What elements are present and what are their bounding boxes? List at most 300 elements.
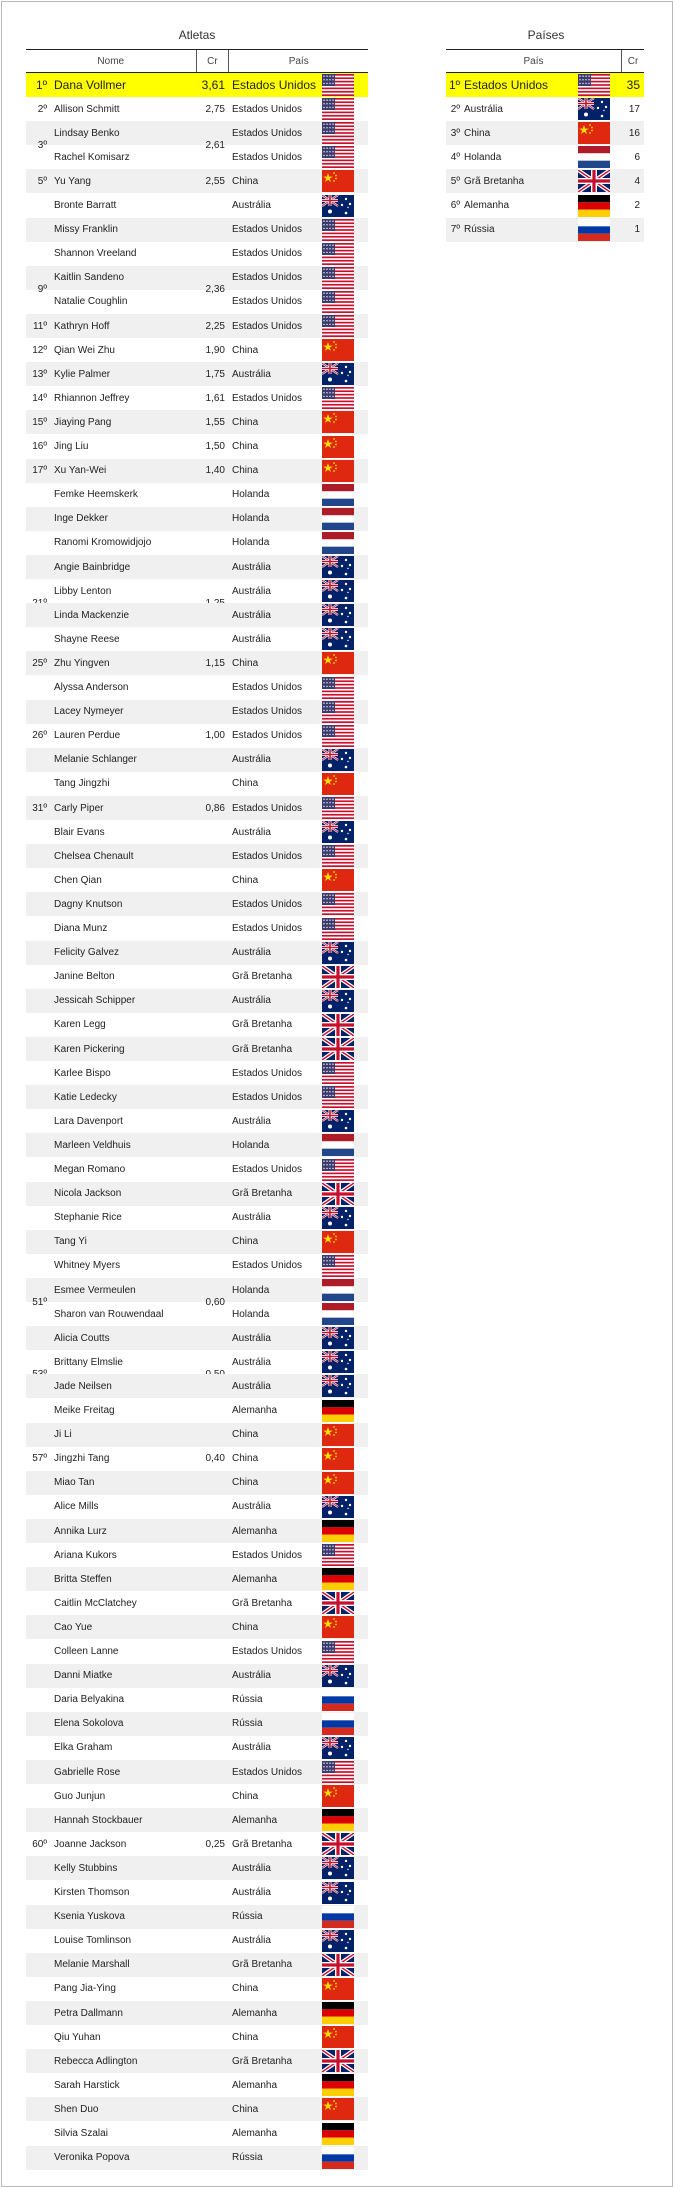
table-row <box>26 965 368 989</box>
athlete-name: Missy Franklin <box>54 224 118 236</box>
athlete-country: Alemanha <box>232 1814 278 1826</box>
china-flag-icon <box>322 1231 354 1253</box>
australia-flag-icon <box>322 942 354 964</box>
athlete-name: Britta Steffen <box>54 1573 112 1585</box>
athlete-rank-label: 13º <box>32 368 47 380</box>
country-cr: 16 <box>628 127 640 139</box>
athlete-name: Rachel Komisarz <box>54 151 130 163</box>
australia-flag-icon <box>322 1496 354 1518</box>
table-row <box>26 1423 368 1447</box>
athlete-name: Annika Lurz <box>54 1525 107 1537</box>
table-row <box>26 1615 368 1639</box>
athlete-cr <box>196 362 229 386</box>
athlete-name: Chen Qian <box>54 874 102 886</box>
table-row <box>26 2122 368 2146</box>
athlete-name: Cao Yue <box>54 1621 93 1633</box>
table-row <box>26 1302 368 1326</box>
athlete-name: Bronte Barratt <box>54 200 117 211</box>
countries-title: Países <box>527 28 565 42</box>
country-cr: 17 <box>628 103 640 115</box>
table-row <box>26 194 368 218</box>
country-name: Alemanha <box>464 200 510 211</box>
usa-flag-icon <box>322 1255 354 1277</box>
australia-flag-icon <box>322 1882 354 1904</box>
australia-flag-icon <box>322 580 354 602</box>
athlete-name: Libby Lenton <box>54 585 112 597</box>
table-row <box>26 1688 368 1712</box>
athlete-name: Danni Miatke <box>54 1670 113 1682</box>
athlete-country: Holanda <box>232 489 270 501</box>
netherlands-flag-icon <box>322 484 354 506</box>
usa-flag-icon <box>322 677 354 699</box>
usa-flag-icon <box>322 243 354 265</box>
header-cr: Cr <box>196 50 229 72</box>
athlete-country: China <box>232 441 259 452</box>
athlete-name: Allison Schmitt <box>54 103 120 115</box>
athlete-country: Austrália <box>232 368 271 380</box>
uk-flag-icon <box>322 1183 354 1205</box>
athlete-name: Inge Dekker <box>54 513 108 525</box>
athlete-name: Kathryn Hoff <box>54 320 110 332</box>
table-row <box>26 1133 368 1157</box>
australia-flag-icon <box>322 1351 354 1373</box>
athlete-country: China <box>232 1453 259 1465</box>
netherlands-flag-icon <box>322 1303 354 1325</box>
germany-flag-icon <box>322 1809 354 1831</box>
athlete-name: Katie Ledecky <box>54 1091 117 1103</box>
netherlands-flag-icon <box>578 146 610 168</box>
table-row <box>26 1881 368 1905</box>
athlete-name: Alyssa Anderson <box>54 682 129 693</box>
table-row <box>26 1326 368 1350</box>
athlete-country: Rússia <box>232 1694 263 1706</box>
athlete-cr-value: 2,25 <box>205 320 225 332</box>
table-row <box>26 772 368 796</box>
table-row <box>26 2097 368 2121</box>
athlete-name: Melanie Marshall <box>54 1959 130 1971</box>
athlete-country: China <box>232 175 259 187</box>
athlete-name: Xu Yan-Wei <box>54 465 107 477</box>
table-row <box>26 1471 368 1495</box>
athlete-rank <box>26 73 50 97</box>
athlete-rank <box>26 435 50 459</box>
athlete-country: China <box>232 1790 259 1802</box>
athlete-cr-value: 0,86 <box>205 802 225 814</box>
athlete-country: Grã Bretanha <box>232 971 293 983</box>
athlete-rank-label: 16º <box>32 441 47 453</box>
table-row <box>26 820 368 844</box>
athlete-name: Miao Tan <box>54 1477 95 1489</box>
china-flag-icon <box>322 1424 354 1446</box>
table-row <box>26 917 368 941</box>
china-flag-icon <box>322 170 354 192</box>
athlete-country: Estados Unidos <box>232 248 303 260</box>
athlete-cr <box>196 386 229 410</box>
germany-flag-icon <box>578 195 610 217</box>
athlete-name: Rhiannon Jeffrey <box>54 392 130 404</box>
china-flag-icon <box>322 411 354 433</box>
table-row <box>26 1712 368 1736</box>
athlete-country: Estados Unidos <box>232 706 303 718</box>
athlete-country: Estados Unidos <box>232 923 303 934</box>
table-row <box>26 1254 368 1278</box>
table-row <box>26 989 368 1013</box>
table-row <box>26 1374 368 1398</box>
russia-flag-icon <box>322 2147 354 2169</box>
usa-flag-icon <box>322 1062 354 1084</box>
athlete-country: Austrália <box>232 1332 271 1344</box>
athlete-country: Alemanha <box>232 1573 278 1585</box>
athlete-name: Tang Yi <box>54 1236 87 1248</box>
china-flag-icon <box>322 773 354 795</box>
russia-flag-icon <box>322 1689 354 1711</box>
usa-flag-icon <box>322 219 354 241</box>
table-row <box>26 579 368 603</box>
athlete-name: Shayne Reese <box>54 633 120 645</box>
athlete-name: Guo Junjun <box>54 1790 106 1802</box>
country-name: Grã Bretanha <box>464 175 525 187</box>
table-row <box>26 1447 368 1471</box>
athlete-rank-label: 26º <box>32 730 47 742</box>
china-flag-icon <box>322 436 354 458</box>
table-row <box>26 892 368 916</box>
germany-flag-icon <box>322 1568 354 1590</box>
athlete-country: Estados Unidos <box>232 272 303 284</box>
athlete-country: Estados Unidos <box>232 392 303 404</box>
athlete-name: Lacey Nymeyer <box>54 706 124 718</box>
country-cr: 1 <box>634 224 640 236</box>
athlete-rank-label: 25º <box>32 657 47 669</box>
china-flag-icon <box>322 652 354 674</box>
countries-header <box>446 49 644 73</box>
athlete-country: Austrália <box>232 1380 271 1392</box>
athlete-country: Alemanha <box>232 2007 278 2019</box>
table-row <box>26 1061 368 1085</box>
germany-flag-icon <box>322 2123 354 2145</box>
uk-flag-icon <box>322 1833 354 1855</box>
athlete-country: Austrália <box>232 1356 271 1368</box>
athlete-rank-label: 2º <box>37 103 47 115</box>
athlete-name: Elena Sokolova <box>54 1718 124 1730</box>
table-row <box>26 290 368 314</box>
athlete-country: Estados Unidos <box>232 730 303 742</box>
athlete-country: Austrália <box>232 1115 271 1127</box>
athlete-name: Zhu Yingven <box>54 657 110 669</box>
country-rank: 7º <box>450 224 460 236</box>
russia-flag-icon <box>578 219 610 241</box>
china-flag-icon <box>322 869 354 891</box>
athletes-title: Atletas <box>178 28 216 42</box>
athlete-cr <box>196 410 229 434</box>
usa-flag-icon <box>322 797 354 819</box>
athlete-name: Megan Romano <box>54 1164 126 1175</box>
table-row <box>26 1905 368 1929</box>
athlete-country: Austrália <box>232 1887 271 1898</box>
athlete-country: Holanda <box>232 1284 270 1296</box>
athlete-country: China <box>232 778 259 790</box>
athlete-name: Joanne Jackson <box>54 1838 127 1850</box>
athlete-name: Petra Dallmann <box>54 2007 123 2019</box>
athlete-country: Estados Unidos <box>232 296 303 308</box>
athlete-name: Veronika Popova <box>54 2152 130 2164</box>
uk-flag-icon <box>322 1038 354 1060</box>
usa-flag-icon <box>322 315 354 337</box>
netherlands-flag-icon <box>322 1134 354 1156</box>
athlete-name: Janine Belton <box>54 971 115 983</box>
australia-flag-icon <box>322 821 354 843</box>
table-row <box>26 1784 368 1808</box>
header-name: Nome <box>97 55 125 67</box>
athlete-name: Yu Yang <box>54 175 91 187</box>
athlete-name: Qian Wei Zhu <box>54 344 115 356</box>
athlete-country: Estados Unidos <box>232 103 303 115</box>
usa-flag-icon <box>322 1544 354 1566</box>
athlete-name: Caitlin McClatchey <box>54 1597 137 1609</box>
athlete-country: Holanda <box>232 1308 270 1320</box>
athlete-country: Austrália <box>232 1501 271 1513</box>
athlete-name: Meike Freitag <box>54 1405 115 1416</box>
athlete-name: Ariana Kukors <box>54 1549 117 1561</box>
athlete-rank-label: 51º <box>32 1296 47 1308</box>
athlete-name: Angie Bainbridge <box>54 561 131 573</box>
table-row <box>26 603 368 627</box>
table-row <box>26 1760 368 1784</box>
athlete-country: Alemanha <box>232 2128 278 2139</box>
table-row <box>26 1591 368 1615</box>
athlete-name: Louise Tomlinson <box>54 1935 132 1947</box>
athlete-country: Rússia <box>232 1718 263 1730</box>
athlete-name: Blair Evans <box>54 826 105 838</box>
athlete-country: Grã Bretanha <box>232 1597 293 1609</box>
athlete-country: Austrália <box>232 1670 271 1682</box>
australia-flag-icon <box>322 749 354 771</box>
germany-flag-icon <box>322 2074 354 2096</box>
china-flag-icon <box>322 339 354 361</box>
table-row <box>26 1206 368 1230</box>
athlete-cr-value: 2,61 <box>205 139 225 151</box>
australia-flag-icon <box>322 556 354 578</box>
athlete-name: Daria Belyakina <box>54 1694 125 1706</box>
table-row <box>26 507 368 531</box>
uk-flag-icon <box>578 170 610 192</box>
usa-flag-icon <box>322 146 354 168</box>
athlete-country: Holanda <box>232 1139 270 1151</box>
country-rank: 1º <box>448 78 460 92</box>
table-row <box>26 1736 368 1760</box>
usa-flag-icon <box>322 1086 354 1108</box>
usa-flag-icon <box>322 845 354 867</box>
header-country-cr: Cr <box>621 50 644 72</box>
athlete-cr-value: 2,55 <box>205 175 225 187</box>
athlete-country: China <box>232 2103 259 2115</box>
athlete-country: Estados Unidos <box>232 850 303 862</box>
athlete-country: Austrália <box>232 585 271 597</box>
country-name: China <box>464 127 491 139</box>
athlete-country: China <box>232 1983 259 1995</box>
athlete-rank <box>26 459 50 483</box>
china-flag-icon <box>322 2026 354 2048</box>
athlete-cr <box>196 796 229 820</box>
athlete-country: Rússia <box>232 2152 263 2164</box>
athlete-cr-value: 1,50 <box>205 441 225 453</box>
athlete-name: Esmee Vermeulen <box>54 1284 136 1296</box>
table-row <box>26 1953 368 1977</box>
table-row <box>26 242 368 266</box>
athlete-country: Estados Unidos <box>232 802 303 814</box>
china-flag-icon <box>322 1472 354 1494</box>
uk-flag-icon <box>322 966 354 988</box>
uk-flag-icon <box>322 1014 354 1036</box>
country-row <box>446 218 644 242</box>
athlete-country: China <box>232 465 259 477</box>
athlete-country: Grã Bretanha <box>232 2055 293 2067</box>
table-row <box>26 1808 368 1832</box>
athlete-rank-label: 57º <box>32 1453 47 1465</box>
athlete-name: Ksenia Yuskova <box>54 1911 125 1923</box>
athlete-name: Alicia Coutts <box>54 1332 110 1344</box>
usa-flag-icon <box>578 74 610 96</box>
china-flag-icon <box>322 2098 354 2120</box>
athlete-cr-value: 1,15 <box>205 657 225 669</box>
usa-flag-icon <box>322 267 354 289</box>
athlete-country: Austrália <box>232 633 271 645</box>
uk-flag-icon <box>322 1592 354 1614</box>
athlete-country: Austrália <box>232 1935 271 1947</box>
country-rank: 5º <box>450 175 460 187</box>
china-flag-icon <box>578 122 610 144</box>
country-name: Holanda <box>464 151 502 163</box>
table-row <box>26 555 368 579</box>
athlete-country: Estados Unidos <box>232 1164 303 1175</box>
country-name: Austrália <box>464 103 503 115</box>
athlete-cr-value: 3,61 <box>201 78 225 93</box>
athlete-rank <box>26 169 50 193</box>
uk-flag-icon <box>322 1954 354 1976</box>
athlete-name: Alice Mills <box>54 1501 99 1513</box>
athlete-name: Jingzhi Tang <box>54 1453 110 1465</box>
athlete-cr-value: 1,61 <box>205 392 225 404</box>
table-row <box>26 1350 368 1374</box>
australia-flag-icon <box>322 604 354 626</box>
usa-flag-icon <box>322 291 354 313</box>
china-flag-icon <box>322 1616 354 1638</box>
country-row <box>446 97 644 121</box>
athlete-cr-value: 0,60 <box>205 1296 225 1308</box>
table-row <box>26 1037 368 1061</box>
athlete-name: Karen Pickering <box>54 1043 125 1055</box>
athlete-name: Marleen Veldhuis <box>54 1139 131 1151</box>
usa-flag-icon <box>322 893 354 915</box>
athlete-cr-value: 1,40 <box>205 465 225 477</box>
athlete-cr-value: 0,40 <box>205 1453 225 1465</box>
athlete-country: Estados Unidos <box>232 127 303 139</box>
athlete-country: Estados Unidos <box>232 1091 303 1103</box>
table-row <box>26 748 368 772</box>
athlete-name: Shen Duo <box>54 2103 99 2115</box>
country-rank: 4º <box>450 151 460 163</box>
australia-flag-icon <box>322 1930 354 1952</box>
australia-flag-icon <box>322 1327 354 1349</box>
athlete-name: Karlee Bispo <box>54 1067 111 1079</box>
athlete-rank-label: 11º <box>32 320 47 332</box>
table-row <box>26 1567 368 1591</box>
athlete-country: Grã Bretanha <box>232 1043 293 1055</box>
athlete-name: Rebecca Adlington <box>54 2055 138 2067</box>
athlete-rank-label: 3º <box>37 139 47 151</box>
athlete-name: Melanie Schlanger <box>54 754 137 766</box>
athlete-cr <box>196 435 229 459</box>
athlete-cr <box>196 314 229 338</box>
athlete-country: Austrália <box>232 754 271 766</box>
athlete-country: China <box>232 1477 259 1489</box>
table-row <box>26 868 368 892</box>
athlete-name: Ranomi Kromowidjojo <box>54 537 152 549</box>
australia-flag-icon <box>322 1375 354 1397</box>
athlete-cr <box>196 338 229 362</box>
athlete-name: Sarah Harstick <box>54 2079 120 2091</box>
athlete-name: Chelsea Chenault <box>54 850 134 862</box>
athlete-name: Jiaying Pang <box>54 416 112 428</box>
athlete-country: Rússia <box>232 1911 263 1923</box>
table-row <box>26 1182 368 1206</box>
athlete-country: Austrália <box>232 200 271 211</box>
table-row <box>26 218 368 242</box>
athlete-country: Grã Bretanha <box>232 1188 293 1200</box>
athlete-rank-label: 15º <box>32 416 47 428</box>
athlete-country: China <box>232 1236 259 1248</box>
country-name: Estados Unidos <box>464 78 549 92</box>
athlete-country: Grã Bretanha <box>232 1838 293 1850</box>
athlete-rank-label: 12º <box>32 344 47 356</box>
table-row <box>26 700 368 724</box>
australia-flag-icon <box>322 628 354 650</box>
country-rank: 2º <box>450 103 460 115</box>
athlete-country: Austrália <box>232 561 271 573</box>
china-flag-icon <box>322 460 354 482</box>
athlete-country: Austrália <box>232 1862 271 1874</box>
table-row <box>26 1640 368 1664</box>
athlete-country: Estados Unidos <box>232 320 303 332</box>
athlete-country: Estados Unidos <box>232 1646 303 1657</box>
usa-flag-icon <box>322 918 354 940</box>
athlete-name: Dagny Knutson <box>54 898 123 910</box>
country-cr: 4 <box>634 175 640 187</box>
athlete-country: Austrália <box>232 1212 271 1224</box>
athlete-country: China <box>232 657 259 669</box>
athlete-name: Tang Jingzhi <box>54 778 110 790</box>
athlete-country: Austrália <box>232 826 271 838</box>
country-rank: 3º <box>450 127 460 139</box>
germany-flag-icon <box>322 2002 354 2024</box>
usa-flag-icon <box>322 387 354 409</box>
athlete-rank-label: 9º <box>37 284 47 296</box>
country-rank: 6º <box>450 200 460 211</box>
table-row <box>26 1519 368 1543</box>
usa-flag-icon <box>322 1159 354 1181</box>
netherlands-flag-icon <box>322 508 354 530</box>
athlete-country: Estados Unidos <box>232 682 303 693</box>
australia-flag-icon <box>322 1737 354 1759</box>
athlete-rank <box>26 651 50 675</box>
athlete-name: Jing Liu <box>54 441 89 452</box>
athlete-name: Pang Jia-Ying <box>54 1983 116 1995</box>
athlete-country: Estados Unidos <box>232 1766 303 1778</box>
table-row <box>26 1158 368 1182</box>
table-row <box>26 483 368 507</box>
australia-flag-icon <box>322 990 354 1012</box>
athlete-rank <box>26 314 50 338</box>
athlete-cr <box>196 459 229 483</box>
